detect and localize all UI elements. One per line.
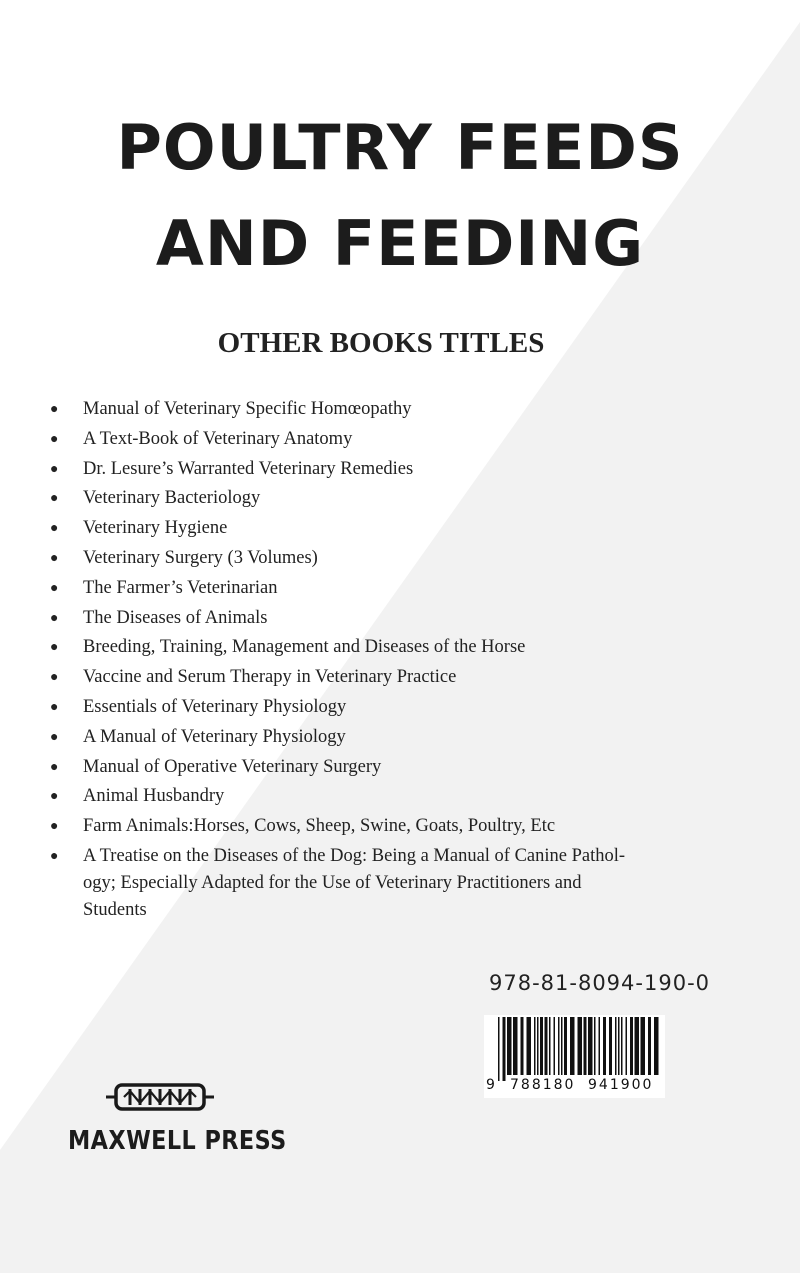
bullet-icon: ● [50,491,59,507]
bullet-icon: ● [50,580,59,596]
barcode-bar [549,1017,551,1075]
barcode-bar [654,1017,659,1075]
barcode-bar [599,1017,601,1075]
bullet-icon: ● [50,521,59,537]
bullet-icon: ● [50,431,59,447]
book-list [50,396,630,924]
bullet-icon: ● [50,729,59,745]
bullet-icon: ● [50,789,59,805]
publisher-name: MAXWELL PRESS [68,1126,287,1156]
barcode-bar [498,1017,500,1081]
barcode-digit-first: 9 [486,1077,495,1093]
bullet-icon: ● [50,670,59,686]
barcode-bar [545,1017,548,1075]
barcode [484,1015,665,1098]
isbn-text: 978-81-8094-190-0 [489,971,711,995]
barcode-digits-left: 788180 [510,1077,576,1093]
bullet-icon: ● [50,610,59,626]
barcode-bar [537,1017,539,1075]
barcode-bar [588,1017,593,1075]
list-item: ● Vaccine and Serum Therapy in Veterinary Practice [50,664,630,694]
list-item: ● Manual of Veterinary Specific Homœopathy [50,396,630,426]
barcode-bar [564,1017,567,1075]
barcode-bar [603,1017,606,1075]
barcode-bar [630,1017,633,1075]
list-item: ● A Text-Book of Veterinary Anatomy [50,426,630,456]
barcode-bar [534,1017,536,1075]
list-item: ● Farm Animals:Horses, Cows, Sheep, Swine, Goats, Poultry, Etc [50,813,630,843]
barcode-bar [527,1017,532,1075]
bullet-icon: ● [50,759,59,775]
barcode-bar [558,1017,560,1075]
list-item: ● The Diseases of Animals [50,605,630,635]
barcode-bar [621,1017,623,1075]
barcode-digits-right: 941900 [588,1077,654,1093]
barcode-bar [521,1017,524,1075]
bullet-icon: ● [50,848,59,864]
list-item: ● A Manual of Veterinary Physiology [50,724,630,754]
list-item: ● Essentials of Veterinary Physiology [50,694,630,724]
list-item: ● The Farmer’s Veterinarian [50,575,630,605]
list-item: ● Animal Husbandry [50,783,630,813]
barcode-bar [641,1017,646,1075]
bullet-icon: ● [50,461,59,477]
barcode-bar [540,1017,543,1075]
book-title-line-1: POULTRY FEEDS [116,111,684,184]
publisher-logo-icon [104,1077,216,1117]
barcode-bar [615,1017,617,1075]
list-item: ● Breeding, Training, Management and Diseases of the Horse [50,634,630,664]
list-item: ● Veterinary Bacteriology [50,485,630,515]
list-item: ● Dr. Lesure’s Warranted Veterinary Remedies [50,456,630,486]
barcode-bar [561,1017,563,1075]
barcode-bar [594,1017,596,1075]
barcode-bar [584,1017,587,1075]
barcode-bar [578,1017,583,1075]
barcode-bar [554,1017,556,1075]
other-books-heading: OTHER BOOKS TITLES [217,327,545,359]
bullet-icon: ● [50,550,59,566]
book-title-line-2: AND FEEDING [155,207,645,280]
barcode-bar [635,1017,640,1075]
bullet-icon: ● [50,699,59,715]
list-item: ● Veterinary Hygiene [50,515,630,545]
barcode-bar [609,1017,612,1075]
bullet-icon: ● [50,402,59,417]
list-item: ● Manual of Operative Veterinary Surgery [50,754,630,784]
barcode-bar [626,1017,628,1075]
list-item: ● A Treatise on the Diseases of the Dog: Being a Manual of Canine Pathol-ogy; Especially Adapted for the Use of Veterinary Practitioners and Students [50,843,630,924]
barcode-bar [507,1017,512,1075]
barcode-bar [503,1017,506,1081]
list-item: ● Veterinary Surgery (3 Volumes) [50,545,630,575]
bullet-icon: ● [50,819,59,835]
barcode-bar [513,1017,518,1075]
bullet-icon: ● [50,640,59,656]
barcode-bar [570,1017,575,1075]
barcode-bar [648,1017,651,1075]
barcode-bar [618,1017,620,1075]
